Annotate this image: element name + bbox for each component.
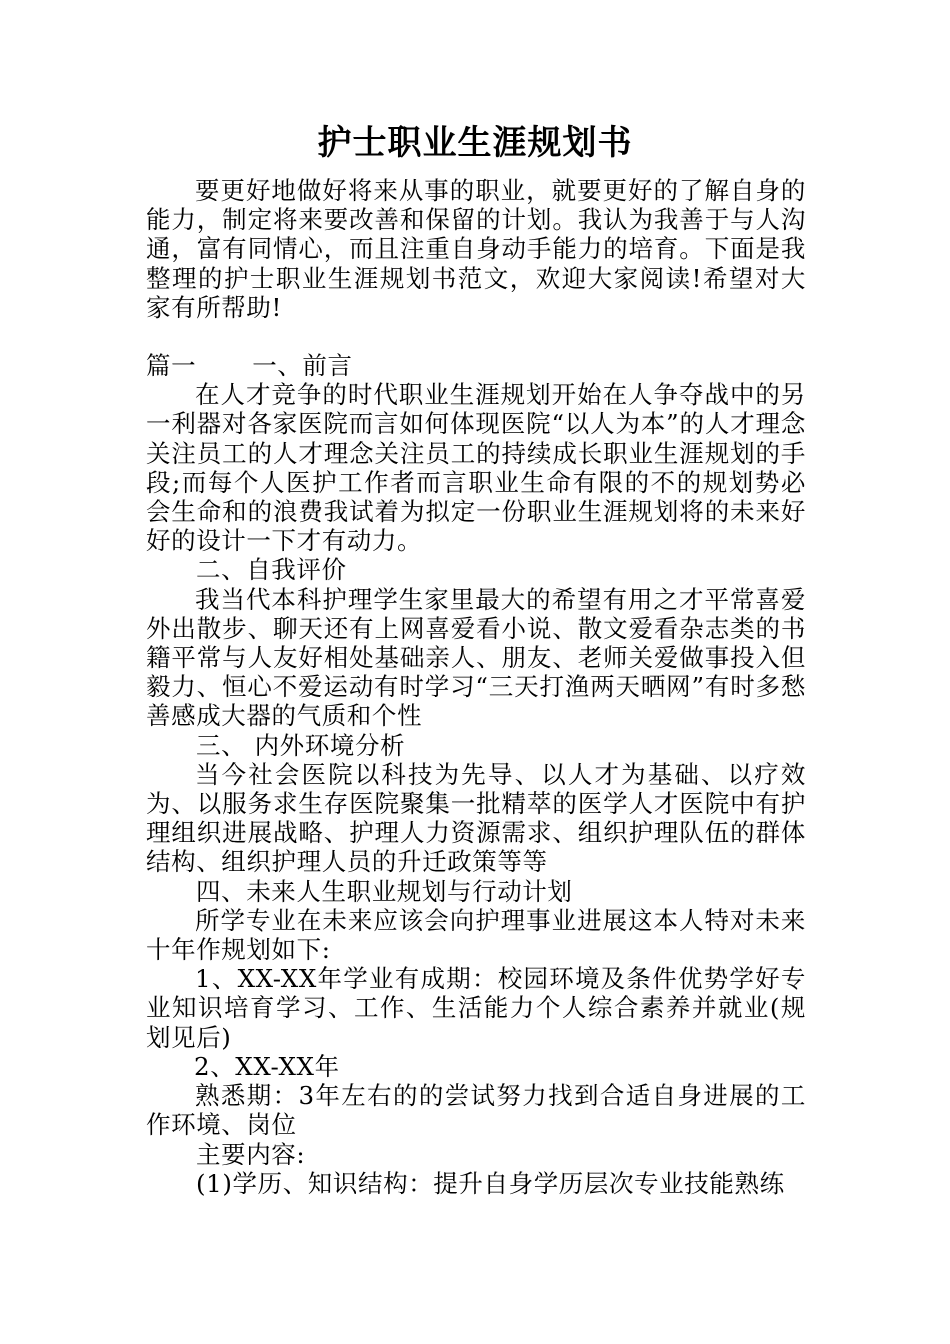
item1-paragraph: (1)学历、知识结构：提升自身学历层次专业技能熟练 bbox=[196, 1168, 785, 1198]
blank-line bbox=[146, 322, 806, 351]
intro-paragraph: 要更好地做好将来从事的职业，就要更好的了解自身的能力，制定将来要改善和保留的计划。我认为我善于与人沟通，富有同情心，而且注重自身动手能力的培育。下面是我整理的护士职业生涯规划书范文，欢迎大家阅读!希望对大家有所帮助! bbox=[146, 176, 806, 322]
section1-heading: 一、前言 bbox=[252, 351, 353, 381]
section4-paragraph: 所学专业在未来应该会向护理事业进展这本人特对未来十年作规划如下: bbox=[146, 905, 806, 965]
section1-heading-line bbox=[146, 351, 806, 380]
document-body bbox=[146, 176, 806, 1198]
document-title: 护士职业生涯规划书 bbox=[317, 123, 633, 163]
plan1-paragraph: 1、XX-XX年学业有成期：校园环境及条件优势学好专业知识培育学习、工作、生活能力个人综合素养并就业(规划见后) bbox=[146, 964, 806, 1052]
plan2-heading: 2、XX-XX年 bbox=[194, 1051, 340, 1081]
section2-heading: 二、自我评价 bbox=[196, 555, 347, 585]
section1-paragraph: 在人才竞争的时代职业生涯规划开始在人争夺战中的另一利器对各家医院而言如何体现医院“以人为本”的人才理念关注员工的人才理念关注员工的持续成长职业生涯规划的手段;而每个人医护工作者而言职业生命有限的不的规划势必会生命和的浪费我试着为拟定一份职业生涯规划将的未来好好的设计一下才有动力。 bbox=[146, 380, 806, 556]
section3-heading: 三、 内外环境分析 bbox=[196, 730, 406, 760]
section3-paragraph: 当今社会医院以科技为先导、以人才为基础、以疗效为、以服务求生存医院聚集一批精萃的医学人才医院中有护理组织进展战略、护理人力资源需求、组织护理队伍的群体结构、组织护理人员的升迁政策等等 bbox=[146, 759, 806, 877]
section2-paragraph: 我当代本科护理学生家里最大的希望有用之才平常喜爱外出散步、聊天还有上网喜爱看小说、散文爱看杂志类的书籍平常与人友好相处基础亲人、朋友、老师关爱做事投入但毅力、恒心不爱运动有时学习“三天打渔两天晒网”有时多愁善感成大器的气质和个性 bbox=[146, 584, 806, 731]
main-content-label: 主要内容: bbox=[196, 1139, 306, 1169]
section4-heading: 四、未来人生职业规划与行动计划 bbox=[196, 876, 573, 906]
part-label: 篇一 bbox=[146, 351, 197, 381]
plan2-paragraph: 熟悉期：3年左右的的尝试努力找到合适自身进展的工作环境、岗位 bbox=[146, 1081, 806, 1140]
